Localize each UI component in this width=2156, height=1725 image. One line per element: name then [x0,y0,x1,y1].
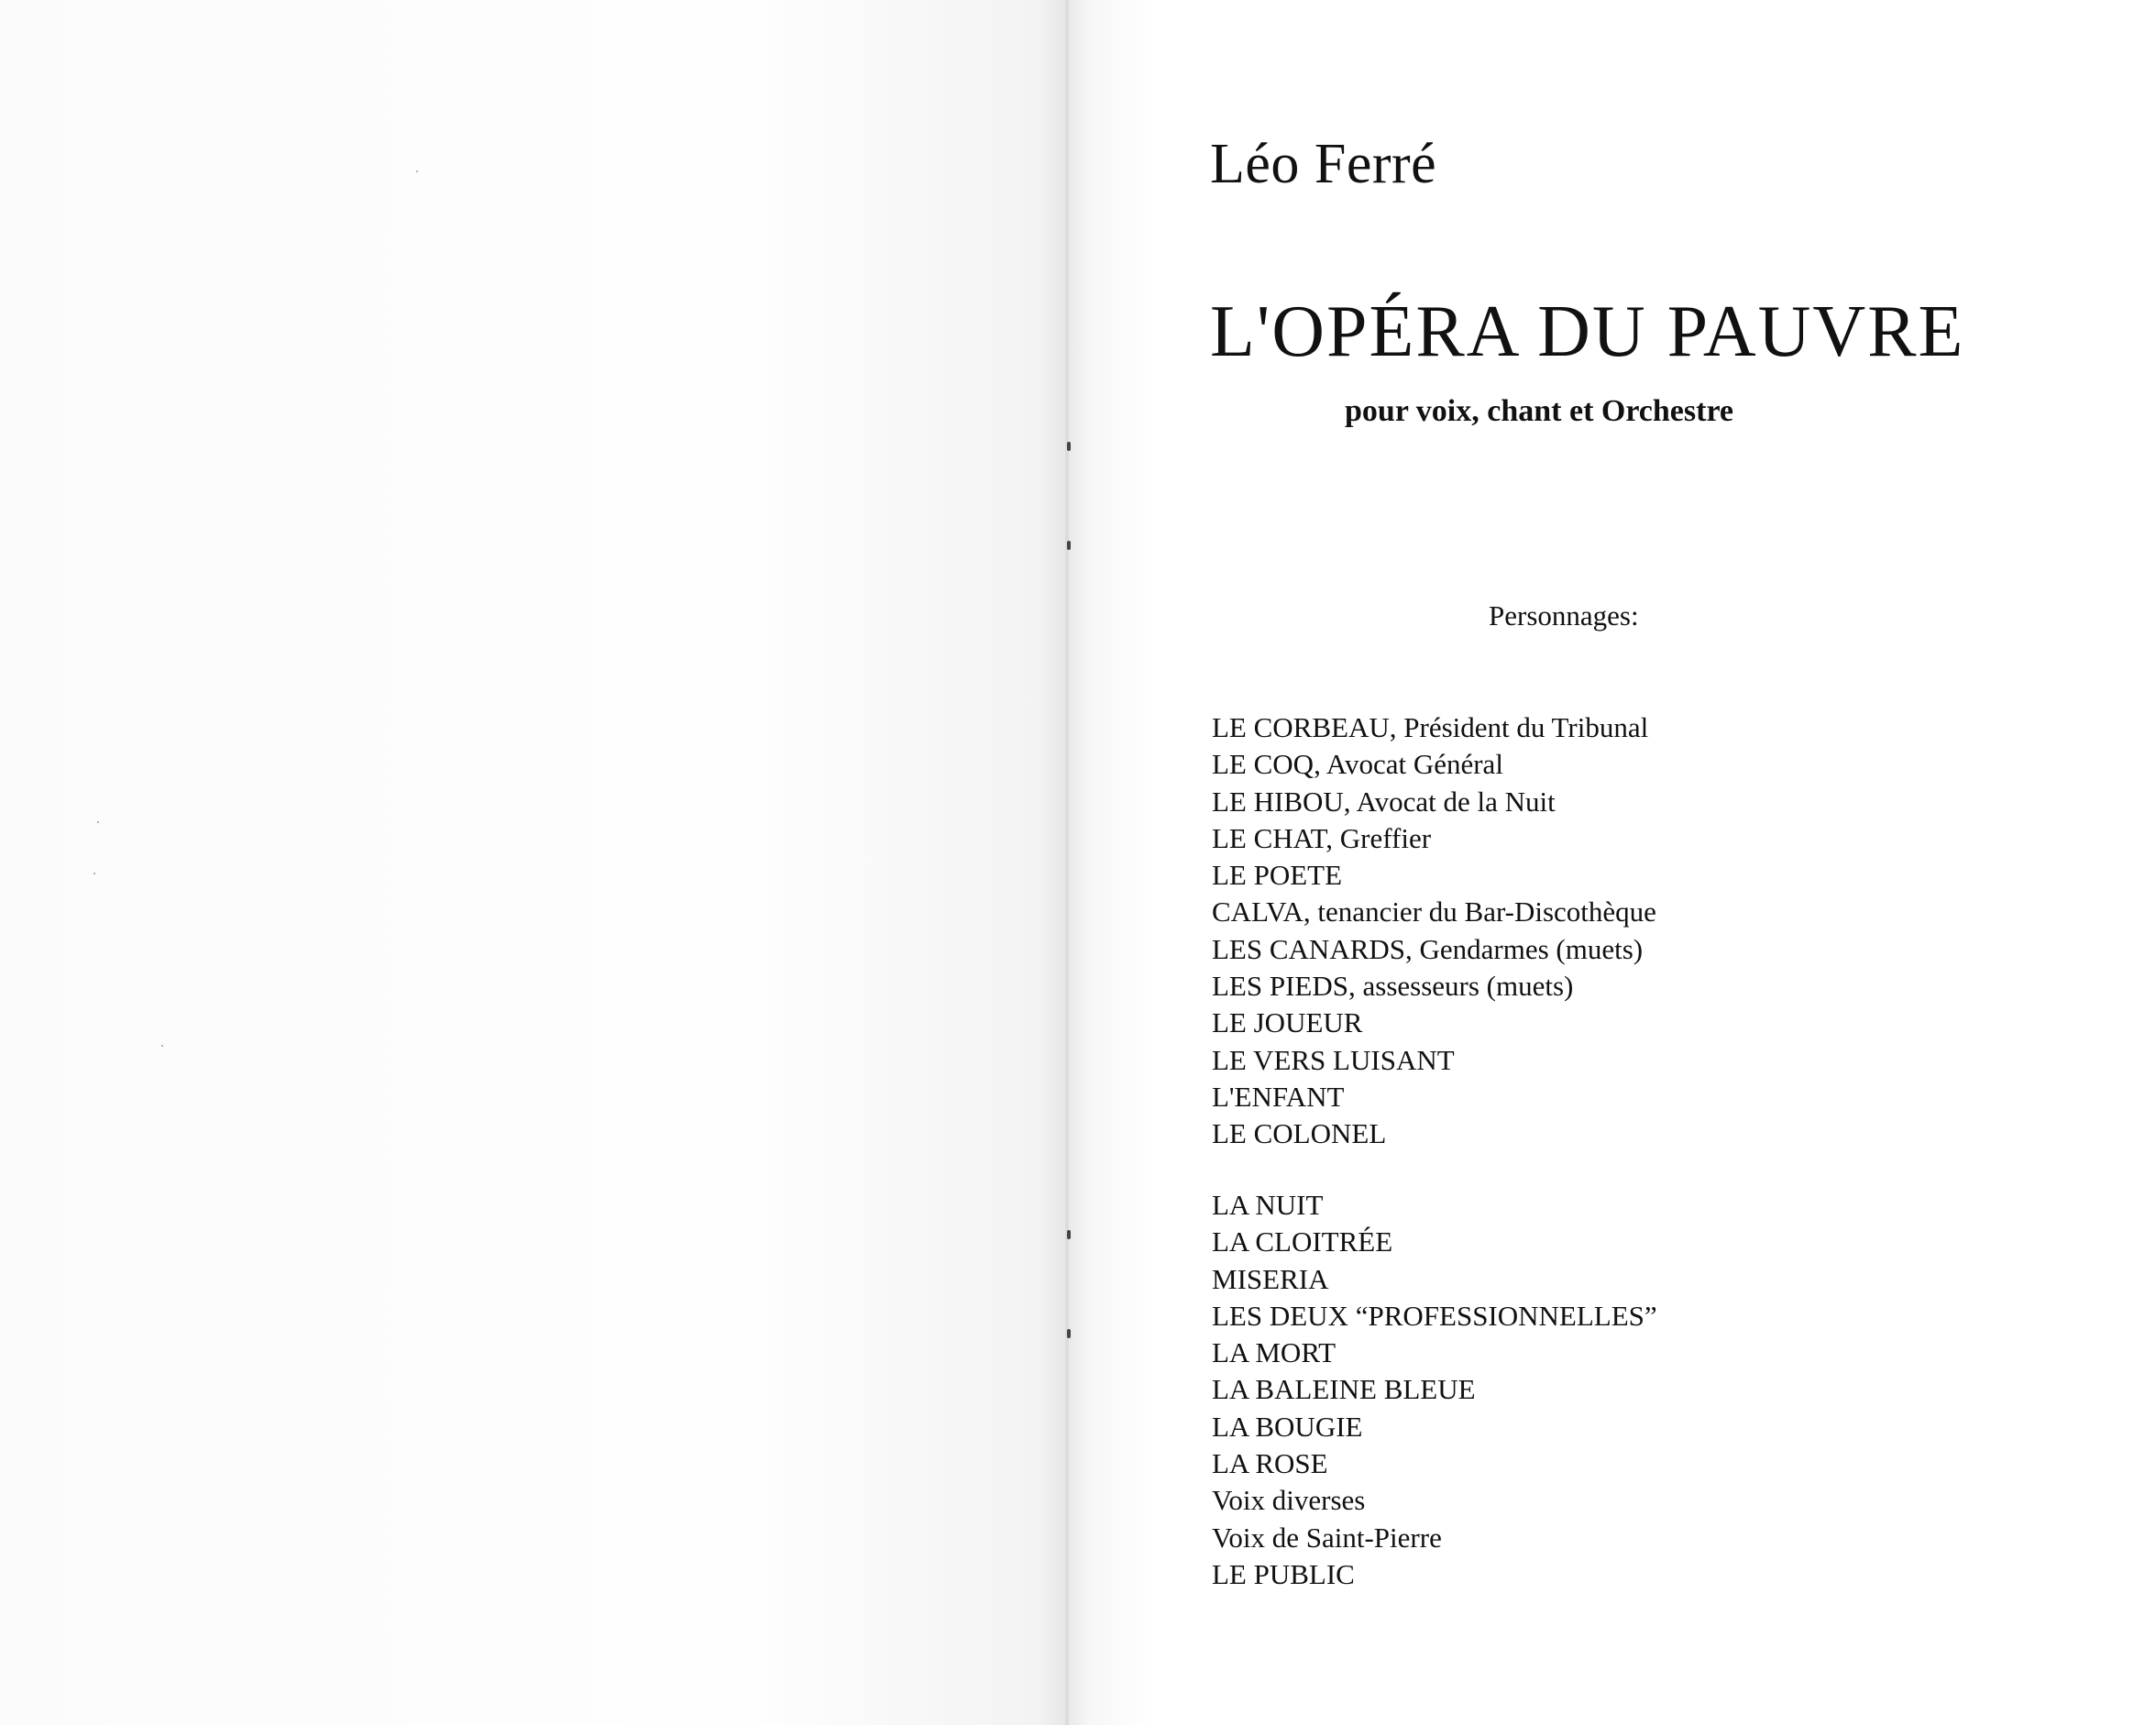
paper-speck [97,821,99,823]
characters-list-male [1212,709,1656,1153]
character-item: LA ROSE [1212,1447,1328,1480]
character-item: LE HIBOU, Avocat de la Nuit [1212,785,1556,818]
character-item: LE JOUEUR [1212,1006,1363,1039]
characters-list-female [1212,1187,1657,1593]
character-item: LA NUIT [1212,1189,1324,1221]
character-item: CALVA, tenancier du Bar-Discothèque [1212,895,1656,928]
character-item: LES CANARDS, Gendarmes (muets) [1212,932,1644,965]
paper-speck [161,1045,163,1047]
characters-heading: Personnages: [1489,599,1639,632]
work-title: L'OPÉRA DU PAUVRE [1210,291,1965,372]
character-item: LE PUBLIC [1212,1557,1355,1590]
character-item: LE CHAT, Greffier [1212,821,1432,854]
character-item: LE VERS LUISANT [1212,1043,1455,1076]
character-item: MISERIA [1212,1262,1329,1295]
character-item: LES DEUX “PROFESSIONNELLES” [1212,1299,1657,1332]
character-item: L'ENFANT [1212,1080,1345,1113]
blank-left-page [0,0,1069,1725]
author-name: Léo Ferré [1210,133,1437,195]
character-item: LE COLONEL [1212,1117,1387,1150]
paper-speck [416,170,418,172]
character-item: LE CORBEAU, Président du Tribunal [1212,711,1649,743]
character-item: LA CLOITRÉE [1212,1225,1393,1258]
book-gutter [1065,0,1069,1725]
character-item: Voix de Saint-Pierre [1212,1521,1442,1554]
work-subtitle: pour voix, chant et Orchestre [1345,394,1734,428]
character-item: LE COQ, Avocat Général [1212,748,1503,781]
binding-staple-mark [1067,1230,1071,1239]
binding-staple-mark [1067,442,1071,451]
character-item: LA MORT [1212,1336,1336,1369]
binding-staple-mark [1067,1329,1071,1338]
character-item: Voix diverses [1212,1484,1366,1517]
character-item: LA BALEINE BLEUE [1212,1373,1476,1406]
paper-speck [94,873,95,874]
character-item: LES PIEDS, assesseurs (muets) [1212,970,1574,1003]
character-item: LA BOUGIE [1212,1410,1363,1443]
binding-staple-mark [1067,541,1071,550]
character-item: LE POETE [1212,859,1343,892]
